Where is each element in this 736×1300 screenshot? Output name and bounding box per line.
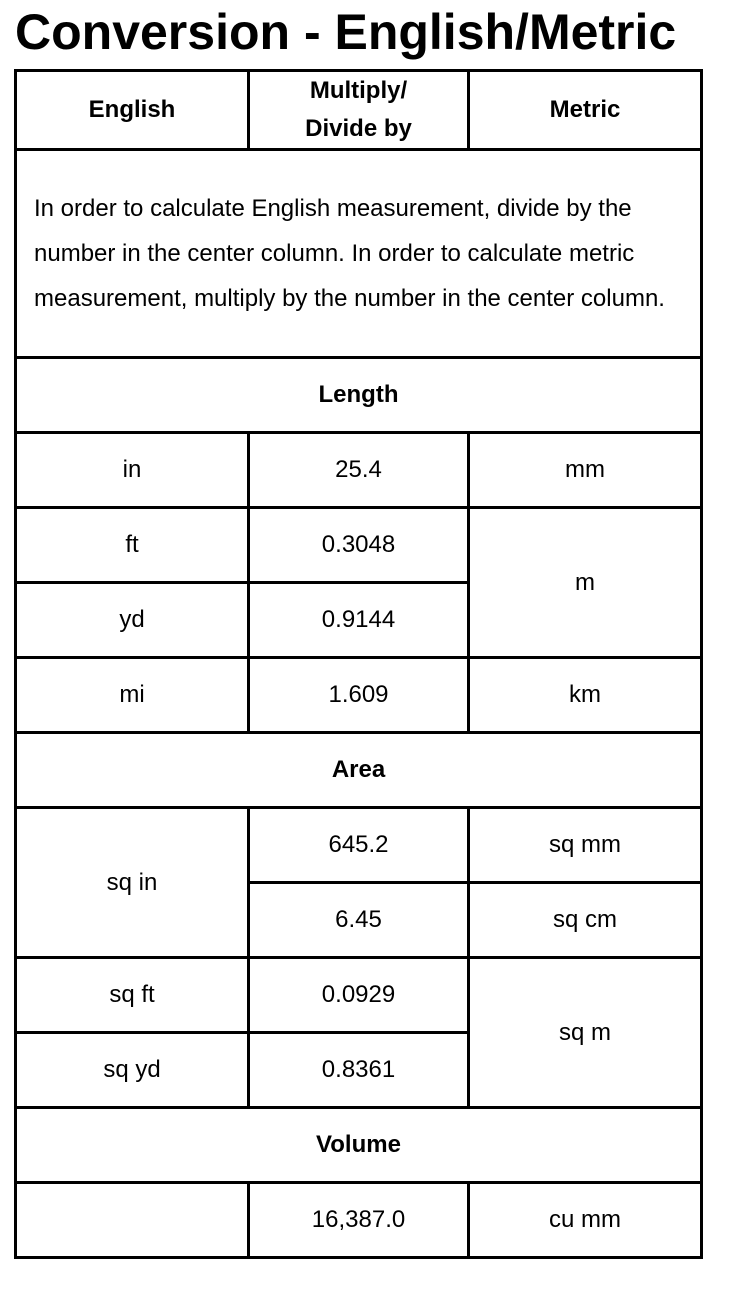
- instructions-text: In order to calculate English measurement, divide by the number in the center column. In order to calculate metric measurement, multiply by the number in the center column.: [16, 150, 702, 358]
- english-unit: sq in: [16, 808, 249, 958]
- table-row: [16, 433, 702, 508]
- english-unit: mi: [16, 658, 249, 733]
- conversion-table: [14, 69, 703, 1259]
- metric-unit: sq mm: [469, 808, 702, 883]
- english-unit: sq yd: [16, 1033, 249, 1108]
- section-row: [16, 733, 702, 808]
- metric-unit: cu mm: [469, 1183, 702, 1258]
- section-row: [16, 358, 702, 433]
- metric-unit: sq cm: [469, 883, 702, 958]
- conversion-factor: 25.4: [249, 433, 469, 508]
- table-row: [16, 658, 702, 733]
- metric-unit: m: [469, 508, 702, 658]
- english-unit: ft: [16, 508, 249, 583]
- english-unit: sq ft: [16, 958, 249, 1033]
- metric-unit: mm: [469, 433, 702, 508]
- section-row: [16, 1108, 702, 1183]
- english-unit: [16, 1183, 249, 1258]
- conversion-factor: 645.2: [249, 808, 469, 883]
- header-row: [16, 71, 702, 150]
- table-row: [16, 958, 702, 1033]
- header-english: English: [16, 71, 249, 150]
- header-factor-line2: Divide by: [305, 115, 412, 142]
- english-unit: yd: [16, 583, 249, 658]
- instructions-row: [16, 150, 702, 358]
- header-metric: Metric: [469, 71, 702, 150]
- table-row: [16, 808, 702, 883]
- section-volume-heading: Volume: [16, 1108, 702, 1183]
- header-factor: [249, 71, 469, 150]
- table-row: [16, 1183, 702, 1258]
- metric-unit: km: [469, 658, 702, 733]
- conversion-factor: 0.0929: [249, 958, 469, 1033]
- conversion-factor: 1.609: [249, 658, 469, 733]
- section-length-heading: Length: [16, 358, 702, 433]
- conversion-factor: 6.45: [249, 883, 469, 958]
- table-row: [16, 508, 702, 583]
- header-factor-line1: Multiply/: [309, 77, 408, 104]
- english-unit: in: [16, 433, 249, 508]
- conversion-factor: 16,387.0: [249, 1183, 469, 1258]
- section-area-heading: Area: [16, 733, 702, 808]
- metric-unit: sq m: [469, 958, 702, 1108]
- page-title: Conversion - English/Metric: [15, 4, 677, 60]
- conversion-factor: 0.8361: [249, 1033, 469, 1108]
- conversion-factor: 0.3048: [249, 508, 469, 583]
- conversion-factor: 0.9144: [249, 583, 469, 658]
